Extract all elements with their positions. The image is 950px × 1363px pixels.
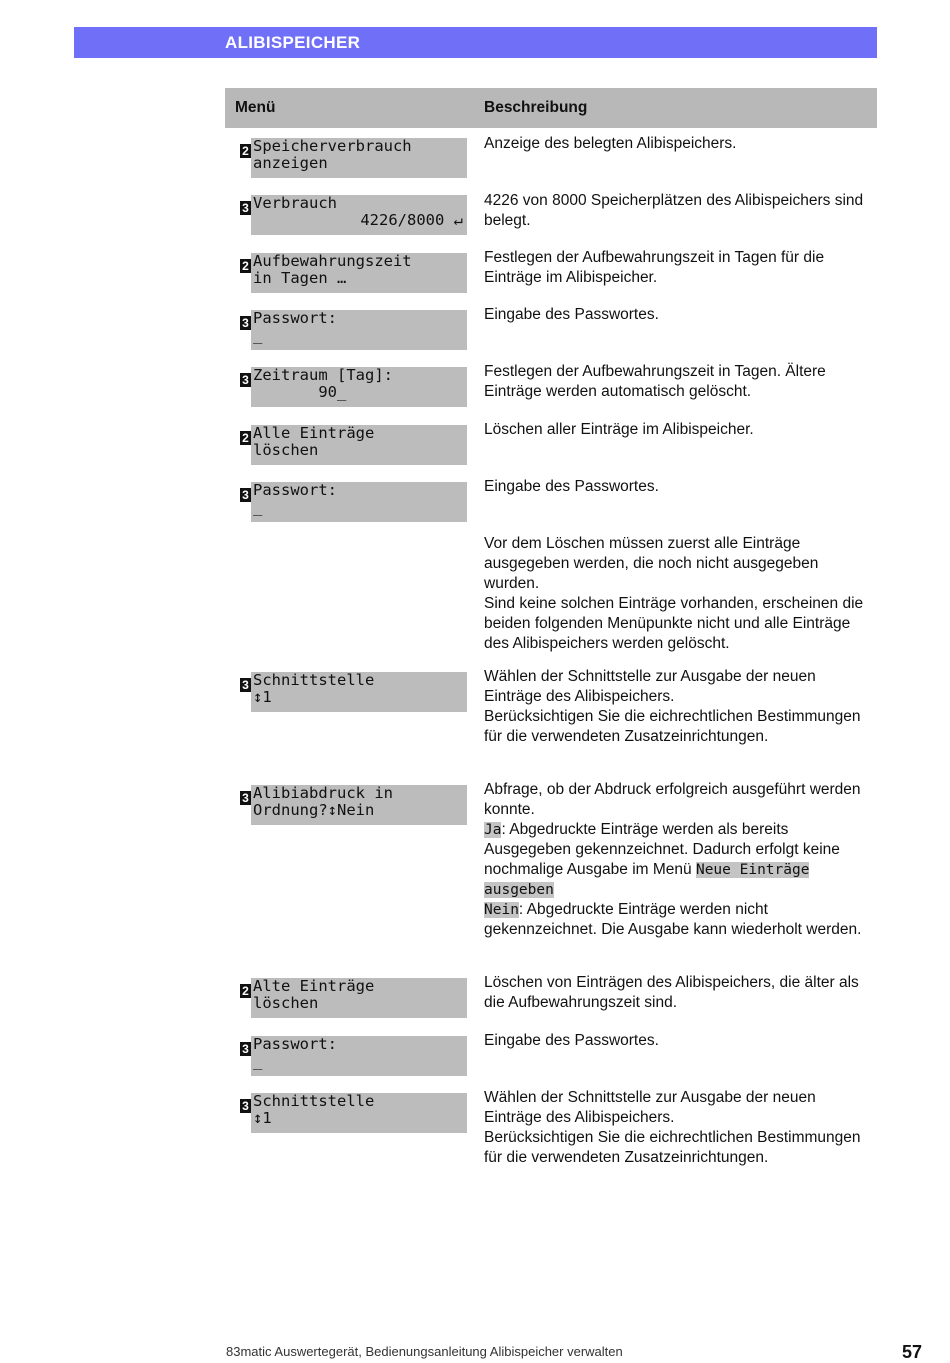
lcd-line-2: _ (253, 327, 263, 344)
lcd-display (251, 672, 467, 712)
lcd-display (251, 978, 467, 1018)
ja-label: Ja (484, 822, 502, 838)
lcd-line-1: Verbrauch (253, 195, 337, 212)
description-text: Eingabe des Passwortes. (484, 306, 659, 323)
nein-paragraph (484, 900, 869, 940)
menu-level-badge: 3 (240, 373, 251, 387)
page-number: 57 (902, 1342, 923, 1362)
row-description (484, 248, 869, 288)
description-text: Festlegen der Aufbewahrungszeit in Tagen für die Einträge im Alibispeicher. (484, 249, 825, 286)
lcd-line-1: Alte Einträge (253, 978, 375, 995)
menu-reference: Neue Einträge ausgeben (484, 862, 810, 898)
row-description (484, 191, 869, 231)
description-text: Festlegen der Aufbewahrungszeit in Tagen. Ältere Einträge werden automatisch gelöscht. (484, 363, 826, 400)
description-text: Eingabe des Passwortes. (484, 478, 659, 495)
lcd-line-2: _ (253, 1053, 263, 1070)
lcd-display (251, 138, 467, 178)
description-text: Löschen aller Einträge im Alibispeicher. (484, 421, 754, 438)
lcd-line-2: löschen (253, 442, 319, 459)
lcd-line-1: Schnittstelle (253, 1093, 375, 1110)
lcd-line-2: ↕1 (253, 1110, 272, 1127)
ja-text: : Abgedruckte Einträge werden als bereits Ausgegeben gekennzeichnet. Dadurch erfolgt keine nochmalige Ausgabe im Menü (484, 821, 840, 878)
menu-level-badge: 3 (240, 678, 251, 692)
menu-level-badge: 2 (240, 984, 251, 998)
row-description (484, 973, 869, 1013)
lcd-display (251, 425, 467, 465)
menu-level-badge: 3 (240, 1042, 251, 1056)
row-description (484, 534, 869, 654)
menu-level-badge: 3 (240, 791, 251, 805)
row-description (484, 134, 869, 154)
menu-level-badge: 3 (240, 201, 251, 215)
nein-text: : Abgedruckte Einträge werden nicht gekennzeichnet. Die Ausgabe kann wiederholt werden. (484, 901, 862, 938)
lcd-line-2: 90_ (253, 384, 347, 401)
column-header-menu: Menü (235, 99, 276, 116)
lcd-line-1: Schnittstelle (253, 672, 375, 689)
row-description (484, 1088, 869, 1168)
row-description (484, 305, 869, 325)
lcd-line-2: Ordnung?↕Nein (253, 802, 375, 819)
row-description (484, 1031, 869, 1051)
description-text: 4226 von 8000 Speicherplätzen des Alibispeichers sind belegt. (484, 192, 864, 229)
nein-label: Nein (484, 902, 519, 918)
lcd-display (251, 482, 467, 522)
lcd-display (251, 1036, 467, 1076)
description-text: Anzeige des belegten Alibispeichers. (484, 135, 737, 152)
footer-text: 83matic Auswertegerät, Bedienungsanleitung Alibispeicher verwalten (226, 1344, 623, 1359)
lcd-line-2: in Tagen … (253, 270, 347, 287)
description-text: Wählen der Schnittstelle zur Ausgabe der neuen Einträge des Alibispeichers. (484, 668, 816, 705)
section-title: ALIBISPEICHER (225, 33, 361, 52)
lcd-display (251, 785, 467, 825)
lcd-line-1: Passwort: (253, 1036, 337, 1053)
ja-paragraph (484, 820, 869, 900)
menu-level-badge: 3 (240, 316, 251, 330)
note-text-2: Sind keine solchen Einträge vorhanden, erscheinen die beiden folgenden Menüpunkte nicht und alle Einträge des Alibispeichers werden gelöscht. (484, 595, 864, 652)
lcd-line-1: Zeitraum [Tag]: (253, 367, 393, 384)
description-text: Eingabe des Passwortes. (484, 1032, 659, 1049)
table-header (225, 88, 877, 128)
description-text: Löschen von Einträgen des Alibispeichers, die älter als die Aufbewahrungszeit sind. (484, 974, 859, 1011)
description-text-2: Berücksichtigen Sie die eichrechtlichen Bestimmungen für die verwendeten Zusatzeinrichtungen. (484, 708, 861, 745)
section-header-bar (74, 27, 877, 58)
row-description (484, 420, 869, 440)
lcd-line-2: löschen (253, 995, 319, 1012)
lcd-line-2: _ (253, 499, 263, 516)
note-text: Vor dem Löschen müssen zuerst alle Einträge ausgegeben werden, die noch nicht ausgegeben wurden. (484, 535, 819, 592)
row-description (484, 477, 869, 497)
row-description (484, 362, 869, 402)
lcd-display (251, 310, 467, 350)
menu-level-badge: 2 (240, 259, 251, 273)
row-description (484, 780, 869, 940)
menu-level-badge: 2 (240, 144, 251, 158)
lcd-display (251, 1093, 467, 1133)
lcd-display (251, 367, 467, 407)
lcd-line-1: Speicherverbrauch (253, 138, 412, 155)
lcd-line-1: Alibiabdruck in (253, 785, 393, 802)
menu-level-badge: 3 (240, 488, 251, 502)
menu-level-badge: 2 (240, 431, 251, 445)
lcd-line-1: Passwort: (253, 482, 337, 499)
column-header-description: Beschreibung (484, 99, 588, 116)
row-description (484, 667, 869, 747)
lcd-line-1: Aufbewahrungszeit (253, 253, 412, 270)
description-text: Abfrage, ob der Abdruck erfolgreich ausgeführt werden konnte. (484, 781, 861, 818)
lcd-line-1: Passwort: (253, 310, 337, 327)
lcd-line-2: anzeigen (253, 155, 328, 172)
lcd-display (251, 253, 467, 293)
lcd-line-1: Alle Einträge (253, 425, 375, 442)
menu-level-badge: 3 (240, 1099, 251, 1113)
lcd-line-2: 4226/8000 ↵ (360, 212, 463, 229)
lcd-display (251, 195, 467, 235)
lcd-line-2: ↕1 (253, 689, 272, 706)
description-text-2: Berücksichtigen Sie die eichrechtlichen Bestimmungen für die verwendeten Zusatzeinrichtungen. (484, 1129, 861, 1166)
description-text: Wählen der Schnittstelle zur Ausgabe der neuen Einträge des Alibispeichers. (484, 1089, 816, 1126)
